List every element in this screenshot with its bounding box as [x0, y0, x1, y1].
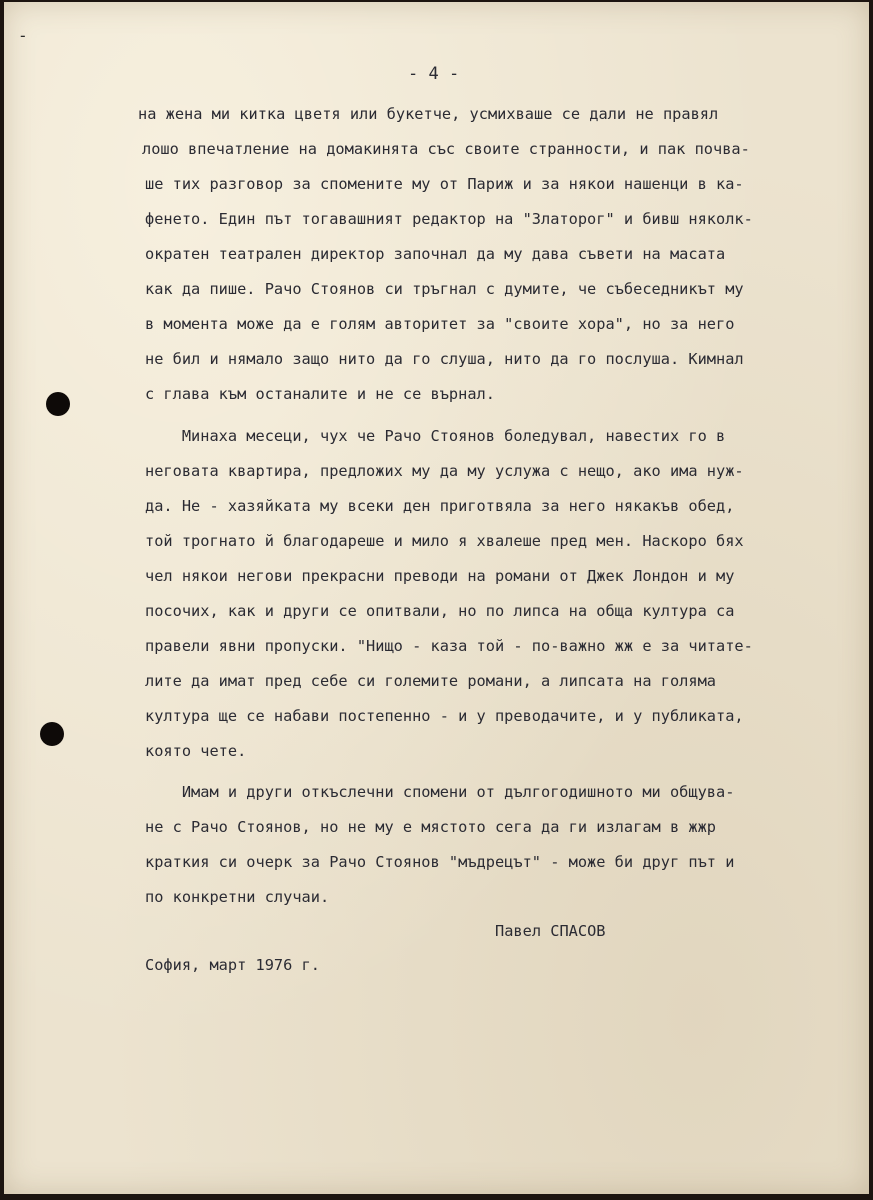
text-line: не бил и нямало защо нито да го слуша, нито да го послуша. Кимнал — [145, 350, 744, 368]
text-line: лошо впечатление на домакинята със своите странности, и пак почва- — [142, 140, 750, 158]
punch-hole — [40, 722, 64, 746]
author-signature: Павел СПАСОВ — [495, 922, 606, 940]
text-line: не с Рачо Стоянов, но не му е мястото сега да ги излагам в жжр — [145, 818, 716, 836]
text-line: на жена ми китка цветя или букетче, усмихваше се дали не правял — [138, 105, 719, 123]
text-line: ше тих разговор за спомените му от Париж и за някои нашенци в ка- — [145, 175, 744, 193]
text-line: ократен театрален директор започнал да му дава съвети на масата — [145, 245, 726, 263]
edge-mark: - — [18, 26, 28, 45]
text-line: как да пише. Рачо Стоянов си тръгнал с думите, че събеседникът му — [145, 280, 744, 298]
text-line: с глава към останалите и не се върнал. — [145, 385, 495, 403]
text-line: правели явни пропуски. "Нищо - каза той - по-важно жж е за читате- — [145, 637, 753, 655]
text-line: фенето. Един път тогавашният редактор на "Златорог" и бивш няколк- — [145, 210, 753, 228]
text-line: култура ще се набави постепенно - и у преводачите, и у публиката, — [145, 707, 744, 725]
text-line: да. Не - хазяйката му всеки ден приготвяла за него някакъв обед, — [145, 497, 735, 515]
text-line: неговата квартира, предложих му да му услужа с нещо, ако има нуж- — [145, 462, 744, 480]
text-line: по конкретни случаи. — [145, 888, 330, 906]
text-line: лите да имат пред себе си големите романи, а липсата на голяма — [145, 672, 716, 690]
text-line: чел някои негови прекрасни преводи на романи от Джек Лондон и му — [145, 567, 735, 585]
text-line: в момента може да е голям авторитет за "своите хора", но за него — [145, 315, 735, 333]
text-line: която чете. — [145, 742, 247, 760]
place-and-date: София, март 1976 г. — [145, 956, 320, 974]
text-line: Имам и други откъслечни спомени от дългогодишното ми общува- — [145, 783, 735, 801]
page-number: - 4 - — [408, 64, 460, 84]
text-line: той трогнато й благодареше и мило я хвалеше пред мен. Наскоро бях — [145, 532, 744, 550]
text-line: посочих, как и други се опитвали, но по липса на обща култура са — [145, 602, 735, 620]
text-line: Минаха месеци, чух че Рачо Стоянов боледувал, навестих го в — [145, 427, 726, 445]
text-line: краткия си очерк за Рачо Стоянов "мъдрецът" - може би друг път и — [145, 853, 735, 871]
punch-hole — [46, 392, 70, 416]
